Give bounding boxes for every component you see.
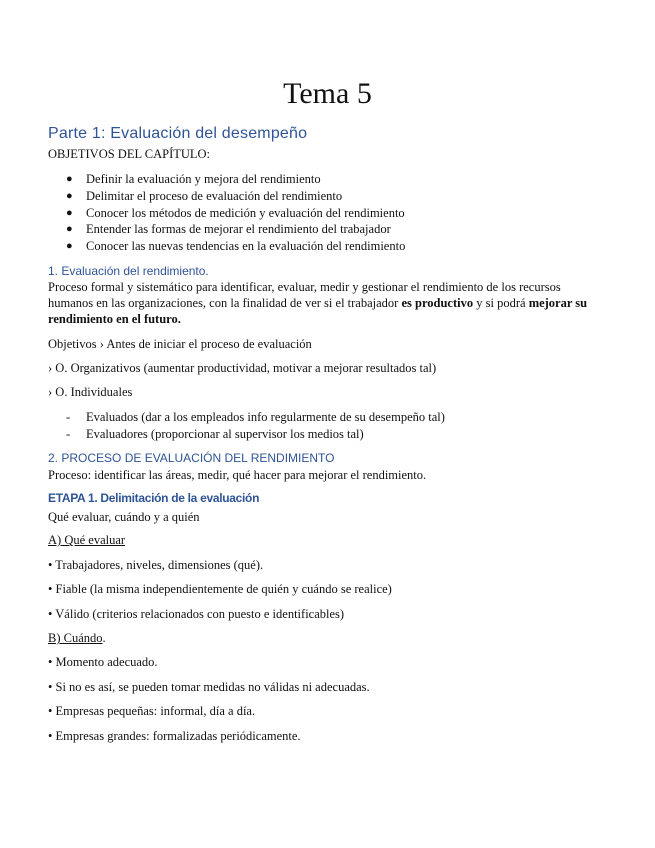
bullet-icon: ● xyxy=(66,189,73,202)
bullet-icon: ● xyxy=(66,223,73,236)
what-to-evaluate-label: A) Qué evaluar xyxy=(48,533,126,547)
objectives-label: OBJETIVOS DEL CAPÍTULO: xyxy=(48,147,211,161)
list-item: ● Conocer los métodos de medición y evaluación del rendimiento xyxy=(66,205,405,220)
when-item: • Empresas pequeñas: informal, día a día. xyxy=(48,704,256,718)
objectives-line: Objetivos › Antes de iniciar el proceso de evaluación xyxy=(48,337,312,351)
objectives-list xyxy=(62,171,405,255)
what-item: • Válido (criterios relacionados con puesto e identificables) xyxy=(48,607,345,621)
list-item: - Evaluadores (proporcionar al supervisor los medios tal) xyxy=(66,427,364,441)
list-item: ● Conocer las nuevas tendencias en la evaluación del rendimiento xyxy=(66,239,406,254)
section1-paragraph: Proceso formal y sistemático para identificar, evaluar, medir y gestionar el rendimiento de los recursos humanos en las organizaciones, con la finalidad de ver si el trabajador es productivo y si podrá mejorar su rendimiento en el futuro. xyxy=(48,280,588,326)
dash-icon: - xyxy=(66,427,71,441)
individual-objectives-line: › O. Individuales xyxy=(48,385,133,399)
what-item: • Trabajadores, niveles, dimensiones (qué). xyxy=(48,558,264,572)
when-item: • Empresas grandes: formalizadas periódicamente. xyxy=(48,729,301,743)
stage1-heading: ETAPA 1. Delimitación de la evaluación xyxy=(48,491,260,505)
section1-heading: 1. Evaluación del rendimiento. xyxy=(48,264,209,278)
when-label: B) Cuándo. xyxy=(48,631,106,645)
dash-icon: - xyxy=(66,410,71,424)
bullet-icon: ● xyxy=(66,240,73,253)
what-item: • Fiable (la misma independientemente de quién y cuándo se realice) xyxy=(48,582,392,596)
individual-objectives-list xyxy=(66,409,445,443)
list-item: ● Definir la evaluación y mejora del rendimiento xyxy=(66,172,321,186)
stage1-intro: Qué evaluar, cuándo y a quién xyxy=(48,510,200,524)
bullet-icon: ● xyxy=(66,206,73,219)
when-item: • Momento adecuado. xyxy=(48,655,158,669)
organizational-objectives-line: › O. Organizativos (aumentar productividad, motivar a mejorar resultados tal) xyxy=(48,361,437,375)
when-item: • Si no es así, se pueden tomar medidas no válidas ni adecuadas. xyxy=(48,680,370,694)
bullet-icon: ● xyxy=(66,173,73,185)
section2-heading: 2. PROCESO DE EVALUACIÓN DEL RENDIMIENTO xyxy=(48,451,335,465)
page-title: Tema 5 xyxy=(283,77,372,110)
list-item: - Evaluados (dar a los empleados info regularmente de su desempeño tal) xyxy=(66,410,445,424)
section2-intro: Proceso: identificar las áreas, medir, qué hacer para mejorar el rendimiento. xyxy=(48,468,427,482)
list-item: ● Delimitar el proceso de evaluación del rendimiento xyxy=(66,188,343,203)
part-heading: Parte 1: Evaluación del desempeño xyxy=(48,125,308,142)
list-item: ● Entender las formas de mejorar el rendimiento del trabajador xyxy=(66,222,391,237)
